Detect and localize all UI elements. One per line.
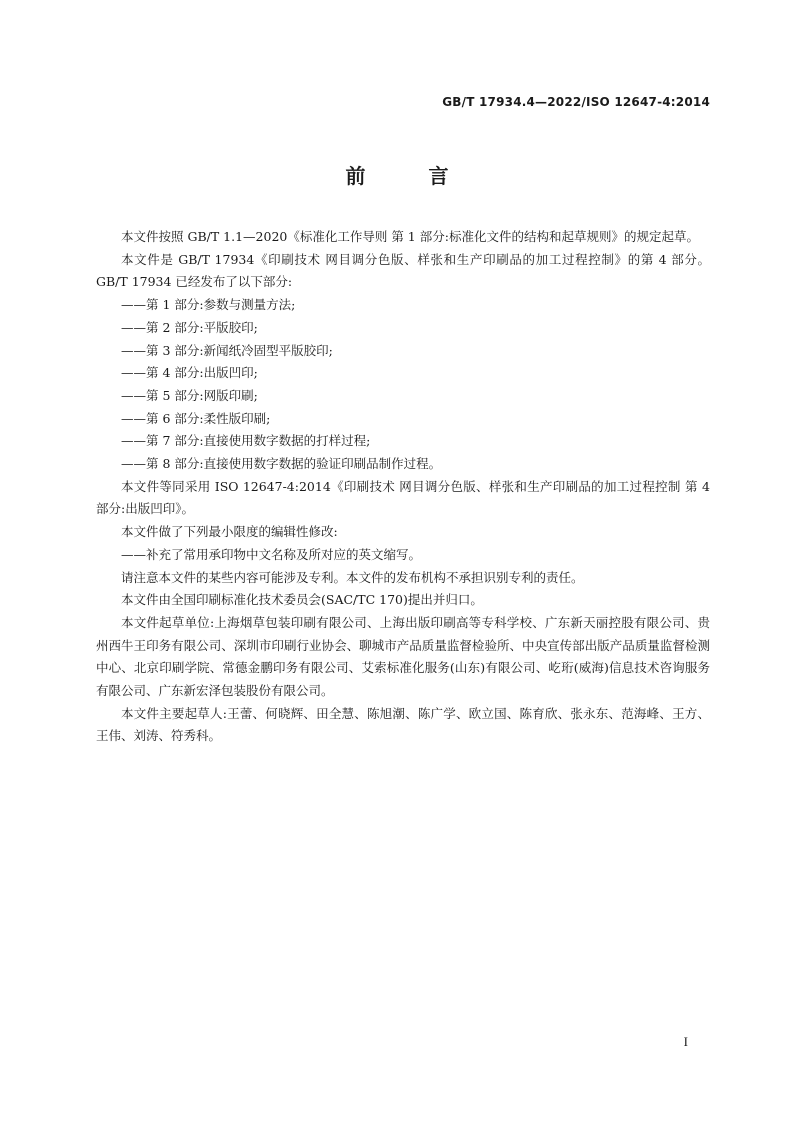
list-item: ——第 7 部分:直接使用数字数据的打样过程; <box>121 433 371 449</box>
foreword-body <box>96 226 710 748</box>
list-item: ——第 2 部分:平版胶印; <box>121 319 258 335</box>
drafting-units-paragraph: 本文件起草单位:上海烟草包装印刷有限公司、上海出版印刷高等专科学校、广东新天丽控股有限公司、贵州西牛王印务有限公司、深圳市印刷行业协会、聊城市产品质量监督检验所、中央宣传部出版产品质量监督检测中心、北京印刷学院、常德金鹏印务有限公司、艾索标准化服务(山东)有限公司、屹珩(威海)信息技术咨询服务有限公司、广东新宏泽包装股份有限公司。 <box>96 614 710 699</box>
drafting-rule-paragraph: 本文件按照 GB/T 1.1—2020《标准化工作导则 第 1 部分:标准化文件的结构和起草规则》的规定起草。 <box>121 229 699 244</box>
adoption-paragraph: 本文件等同采用 ISO 12647-4:2014《印刷技术 网目调分色版、样张和生产印刷品的加工过程控制 第 4 部分:出版凹印》。 <box>96 478 710 517</box>
page-title: 前 言 <box>345 164 477 188</box>
edit-list-item: ——补充了常用承印物中文名称及所对应的英文缩写。 <box>121 546 422 562</box>
series-paragraph: 本文件是 GB/T 17934《印刷技术 网目调分色版、样张和生产印刷品的加工过程控制》的第 4 部分。GB/T 17934 已经发布了以下部分: <box>96 251 710 290</box>
drafters-paragraph: 本文件主要起草人:王蕾、何晓辉、田全慧、陈旭潮、陈广学、欧立国、陈育欣、张永东、范海峰、王方、王伟、刘涛、符秀科。 <box>96 705 710 744</box>
list-item: ——第 8 部分:直接使用数字数据的验证印刷品制作过程。 <box>121 456 442 472</box>
parts-list <box>96 294 710 476</box>
edit-intro-paragraph: 本文件做了下列最小限度的编辑性修改: <box>121 524 338 540</box>
proposer-paragraph: 本文件由全国印刷标准化技术委员会(SAC/TC 170)提出并归口。 <box>121 592 483 608</box>
list-item: ——第 1 部分:参数与测量方法; <box>121 297 296 313</box>
list-item: ——第 6 部分:柔性版印刷; <box>121 410 271 426</box>
patent-notice-paragraph: 请注意本文件的某些内容可能涉及专利。本文件的发布机构不承担识别专利的责任。 <box>121 569 584 585</box>
list-item: ——第 5 部分:网版印刷; <box>121 387 258 403</box>
list-item: ——第 4 部分:出版凹印; <box>121 365 258 381</box>
list-item: ——第 3 部分:新闻纸冷固型平版胶印; <box>121 342 333 358</box>
page-number: I <box>683 1034 688 1049</box>
standard-number: GB/T 17934.4—2022/ISO 12647-4:2014 <box>442 95 710 109</box>
